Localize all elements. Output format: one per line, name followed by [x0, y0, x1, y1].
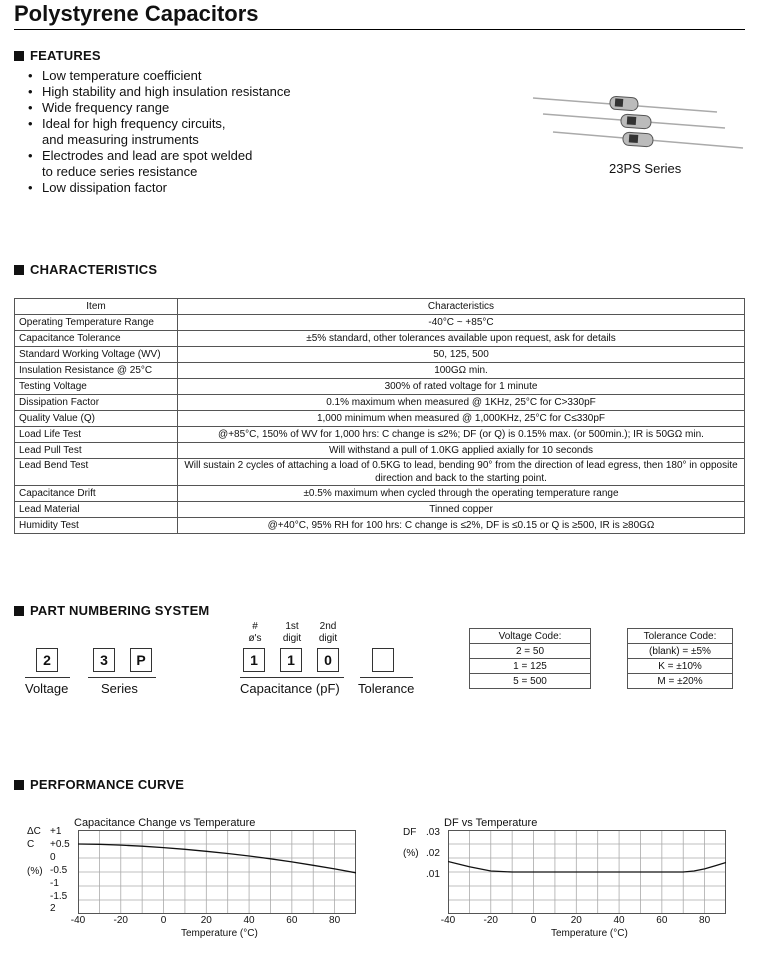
- section-square-icon: [14, 265, 24, 275]
- digit-label-line: 2nd: [319, 621, 337, 632]
- y-tick-label: 2: [50, 903, 56, 914]
- table-cell-item: Capacitance Drift: [15, 486, 178, 502]
- series-line: [448, 862, 726, 873]
- characteristics-table: [14, 298, 745, 534]
- table-cell-item: Lead Bend Test: [15, 459, 178, 486]
- x-tick-label: 60: [286, 915, 298, 926]
- chart2-ylabel-df: DF: [403, 827, 417, 838]
- features-heading-text: FEATURES: [30, 48, 101, 63]
- feature-item: [28, 68, 291, 84]
- y-tick-label: .03: [426, 827, 440, 838]
- part-box-first-digit: 1: [280, 648, 302, 672]
- table-cell-item: Lead Material: [15, 502, 178, 518]
- characteristics-heading-text: CHARACTERISTICS: [30, 262, 158, 277]
- feature-item: [28, 180, 291, 196]
- chart2-ylabel-pct: (%): [403, 848, 419, 859]
- feature-text: Low temperature coefficient: [42, 68, 202, 83]
- digit-label-line: #: [252, 621, 258, 632]
- table-cell-value: -40°C ~ +85°C: [178, 315, 745, 331]
- table-row: [15, 459, 745, 486]
- y-tick-label: -0.5: [50, 865, 68, 876]
- part-box-multiplier: 1: [243, 648, 265, 672]
- series-line: [78, 844, 356, 873]
- y-tick-label: +1: [50, 826, 62, 837]
- digit-label-line: ø's: [248, 633, 262, 644]
- section-square-icon: [14, 780, 24, 790]
- voltage-code-title: Voltage Code:: [470, 629, 591, 644]
- digit-label-line: digit: [282, 633, 302, 644]
- part-numbering-heading: [14, 603, 209, 618]
- tolerance-code-row: (blank) = ±5%: [628, 644, 733, 659]
- x-tick-label: 80: [699, 915, 711, 926]
- header-characteristics: Characteristics: [178, 299, 745, 315]
- table-cell-value: 300% of rated voltage for 1 minute: [178, 379, 745, 395]
- series-caption: 23PS Series: [609, 161, 682, 176]
- tolerance-code-row: K = ±10%: [628, 659, 733, 674]
- label-voltage: Voltage: [25, 681, 69, 696]
- part-box-voltage: 2: [36, 648, 58, 672]
- chart2-plot: [448, 830, 726, 914]
- table-row: [15, 379, 745, 395]
- underline-series: [88, 677, 156, 678]
- part-box-series-1: 3: [93, 648, 115, 672]
- digit-label-line: digit: [318, 633, 338, 644]
- x-tick-label: -20: [483, 915, 498, 926]
- table-header-row: [15, 299, 745, 315]
- table-cell-item: Insulation Resistance @ 25°C: [15, 363, 178, 379]
- feature-item: [28, 84, 291, 100]
- table-cell-value: Will withstand a pull of 1.0KG applied axially for 10 seconds: [178, 443, 745, 459]
- tolerance-code-table: [627, 628, 733, 689]
- table-cell-value: ±0.5% maximum when cycled through the operating temperature range: [178, 486, 745, 502]
- x-tick-label: 0: [530, 915, 537, 926]
- part-box-tolerance: [372, 648, 394, 672]
- table-cell-item: Operating Temperature Range: [15, 315, 178, 331]
- section-square-icon: [14, 51, 24, 61]
- table-cell-value: @+85°C, 150% of WV for 1,000 hrs: C change is ≤2%; DF (or Q) is 0.15% max. (or 500min.); IR is 50GΩ min.: [178, 427, 745, 443]
- title-rule: [14, 29, 745, 30]
- feature-item: [28, 100, 291, 116]
- chart1-ylabel-line: ΔC: [27, 826, 41, 837]
- table-cell-value: @+40°C, 95% RH for 100 hrs: C change is ≤2%, DF is ≤0.15 or Q is ≥500, IR is ≥80GΩ: [178, 518, 745, 534]
- feature-text: Electrodes and lead are spot welded: [42, 148, 253, 163]
- label-series: Series: [101, 681, 138, 696]
- digit-label-second: [313, 621, 343, 645]
- features-heading: [14, 48, 101, 63]
- x-tick-label: 0: [160, 915, 167, 926]
- y-tick-label: -1.5: [50, 891, 68, 902]
- x-tick-label: -40: [70, 915, 86, 926]
- chart1-xlabel: Temperature (°C): [181, 928, 258, 939]
- underline-capacitance: [240, 677, 344, 678]
- chart1-ylabel-line: C: [27, 839, 35, 850]
- table-row: [15, 315, 745, 331]
- x-tick-label: 40: [243, 915, 255, 926]
- table-cell-item: Load Life Test: [15, 427, 178, 443]
- table-cell-value: Will sustain 2 cycles of attaching a load of 0.5KG to lead, bending 90° from the direction of lead egress, then 180° in opposite direction and back to the starting point.: [178, 459, 745, 486]
- characteristics-heading: [14, 262, 157, 277]
- tolerance-code-row: M = ±20%: [628, 674, 733, 689]
- voltage-code-table: [469, 628, 591, 689]
- feature-text: to reduce series resistance: [42, 164, 198, 179]
- table-row: [15, 427, 745, 443]
- table-row: [15, 502, 745, 518]
- y-tick-label: .02: [426, 848, 440, 859]
- feature-text: and measuring instruments: [42, 132, 199, 147]
- label-capacitance: Capacitance (pF): [240, 681, 340, 696]
- table-cell-value: 50, 125, 500: [178, 347, 745, 363]
- y-tick-label: .01: [426, 869, 440, 880]
- page-title: Polystyrene Capacitors: [14, 1, 259, 26]
- part-box-second-digit: 0: [317, 648, 339, 672]
- underline-voltage: [25, 677, 70, 678]
- chart2-xlabel: Temperature (°C): [551, 928, 628, 939]
- table-row: [15, 395, 745, 411]
- feature-item: [28, 116, 291, 148]
- table-cell-value: 1,000 minimum when measured @ 1,000KHz, 25°C for C≤330pF: [178, 411, 745, 427]
- chart1-plot: [78, 830, 356, 914]
- capacitor-image: [525, 90, 750, 160]
- digit-label-multiplier: [240, 621, 270, 645]
- chart1-ylabel-line: (%): [27, 866, 43, 877]
- chart1-title: Capacitance Change vs Temperature: [74, 817, 256, 829]
- x-tick-label: 20: [200, 915, 212, 926]
- table-cell-item: Quality Value (Q): [15, 411, 178, 427]
- label-tolerance: Tolerance: [358, 681, 415, 696]
- x-tick-label: 80: [329, 915, 341, 926]
- table-cell-value: 100GΩ min.: [178, 363, 745, 379]
- feature-text: Ideal for high frequency circuits,: [42, 116, 226, 131]
- table-row: [15, 518, 745, 534]
- x-tick-label: 40: [613, 915, 625, 926]
- table-row: [15, 411, 745, 427]
- header-item: Item: [15, 299, 178, 315]
- table-cell-value: 0.1% maximum when measured @ 1KHz, 25°C for C>330pF: [178, 395, 745, 411]
- y-tick-label: +0.5: [50, 839, 70, 850]
- feature-text: Low dissipation factor: [42, 180, 168, 195]
- chart2-title: DF vs Temperature: [444, 817, 538, 829]
- digit-label-line: 1st: [285, 621, 299, 632]
- voltage-code-row: 1 = 125: [470, 659, 591, 674]
- table-cell-value: ±5% standard, other tolerances available upon request, ask for details: [178, 331, 745, 347]
- table-row: [15, 347, 745, 363]
- voltage-code-row: 5 = 500: [470, 674, 591, 689]
- x-tick-label: 60: [656, 915, 668, 926]
- y-tick-label: 0: [50, 852, 56, 863]
- underline-tolerance: [360, 677, 413, 678]
- part-numbering-heading-text: PART NUMBERING SYSTEM: [30, 603, 210, 618]
- table-cell-item: Standard Working Voltage (WV): [15, 347, 178, 363]
- feature-text: Wide frequency range: [42, 100, 170, 115]
- table-cell-item: Testing Voltage: [15, 379, 178, 395]
- section-square-icon: [14, 606, 24, 616]
- features-list: [28, 68, 291, 196]
- table-cell-item: Lead Pull Test: [15, 443, 178, 459]
- table-row: [15, 443, 745, 459]
- x-tick-label: -20: [113, 915, 128, 926]
- table-cell-item: Capacitance Tolerance: [15, 331, 178, 347]
- performance-heading-text: PERFORMANCE CURVE: [30, 777, 185, 792]
- voltage-code-row: 2 = 50: [470, 644, 591, 659]
- y-tick-label: -1: [50, 878, 59, 889]
- x-tick-label: -40: [440, 915, 456, 926]
- digit-label-first: [277, 621, 307, 645]
- chart1-ylabel: [27, 825, 43, 877]
- feature-text: High stability and high insulation resistance: [42, 84, 291, 99]
- x-tick-label: 20: [570, 915, 582, 926]
- characteristics-table-wrap: [14, 298, 745, 534]
- table-row: [15, 486, 745, 502]
- table-cell-item: Dissipation Factor: [15, 395, 178, 411]
- table-cell-item: Humidity Test: [15, 518, 178, 534]
- table-row: [15, 331, 745, 347]
- feature-item: [28, 148, 291, 180]
- tolerance-code-title: Tolerance Code:: [628, 629, 733, 644]
- performance-heading: [14, 777, 184, 792]
- part-box-series-2: P: [130, 648, 152, 672]
- table-row: [15, 363, 745, 379]
- table-cell-value: Tinned copper: [178, 502, 745, 518]
